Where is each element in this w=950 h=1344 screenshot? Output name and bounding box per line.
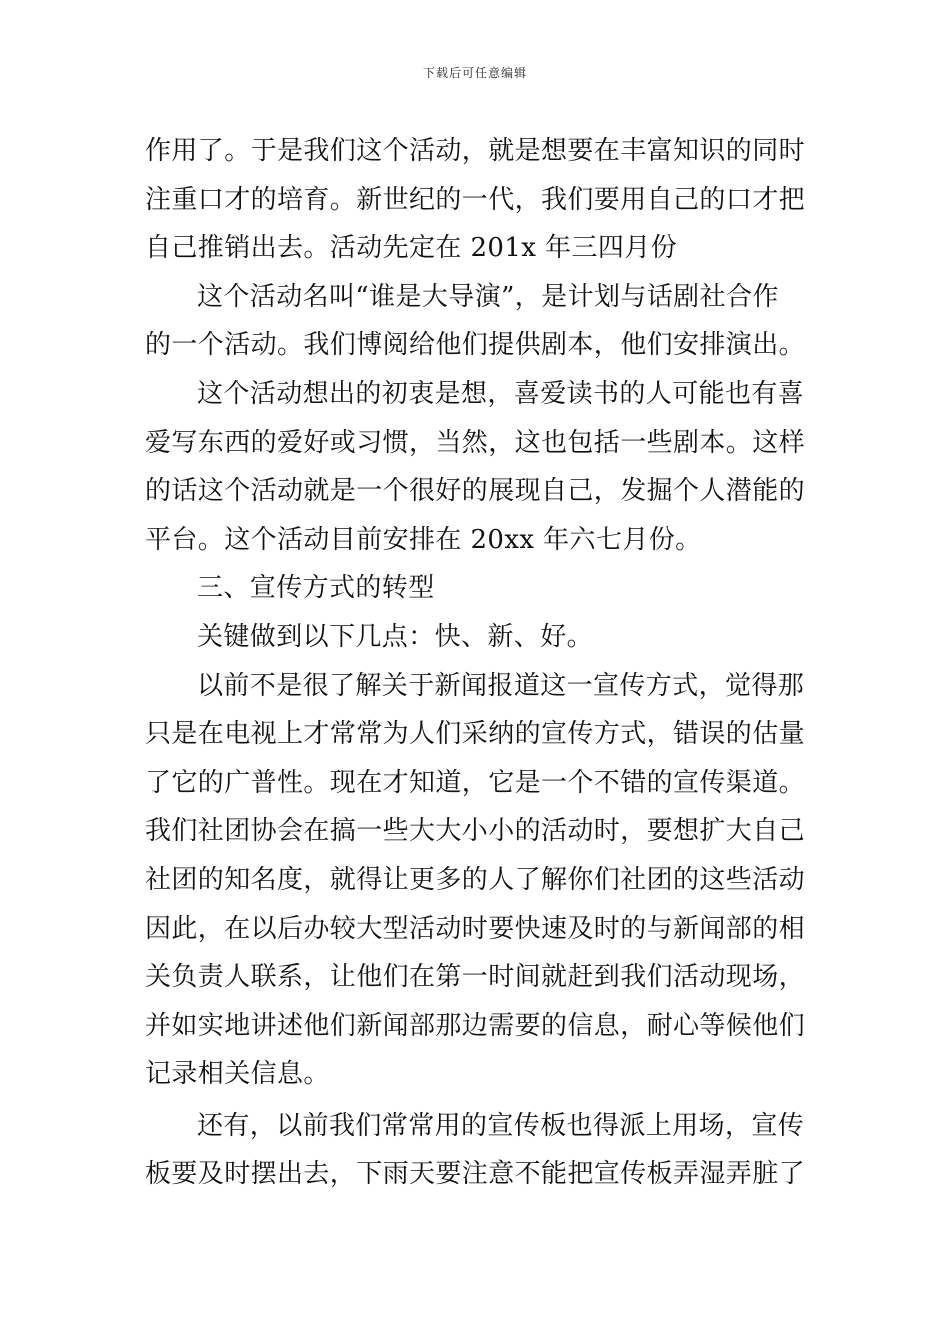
text-line: 关负责人联系，让他们在第一时间就赶到我们活动现场，: [145, 962, 806, 993]
text-line: 并如实地讲述他们新闻部那边需要的信息，耐心等候他们: [145, 1010, 806, 1041]
text-line: 的话这个活动就是一个很好的展现自己，发掘个人潜能的: [145, 476, 806, 507]
text-line: 这个活动名叫“谁是大导演”，是计划与话剧社合作: [197, 281, 779, 312]
text-line: 只是在电视上才常常为人们采纳的宣传方式，错误的估量: [145, 719, 806, 750]
text-line: 自己推销出去。活动先定在 201x 年三四月份: [145, 233, 678, 264]
text-line: 社团的知名度，就得让更多的人了解你们社团的这些活动: [145, 864, 806, 895]
text-line: 因此，在以后办较大型活动时要快速及时的与新闻部的相: [145, 913, 806, 944]
text-line: 板要及时摆出去，下雨天要注意不能把宣传板弄湿弄脏了: [145, 1159, 806, 1190]
text-line: 这个活动想出的初衷是想，喜爱读书的人可能也有喜: [197, 378, 805, 409]
text-line: 还有，以前我们常常用的宣传板也得派上用场，宣传: [197, 1110, 805, 1141]
page-header: 下载后可任意编辑: [422, 66, 527, 80]
text-line: 了它的广普性。现在才知道，它是一个不错的宣传渠道。: [145, 767, 806, 798]
section-heading: 三、宣传方式的转型: [197, 573, 435, 604]
text-line: 以前不是很了解关于新闻报道这一宣传方式，觉得那: [197, 670, 805, 701]
document-body: [145, 127, 810, 1199]
text-line: 的一个活动。我们博阅给他们提供剧本，他们安排演出。: [145, 330, 806, 361]
text-line: 爱写东西的爱好或习惯，当然，这也包括一些剧本。这样: [145, 427, 806, 458]
text-line: 关键做到以下几点：快、新、好。: [197, 621, 594, 652]
text-line: 作用了。于是我们这个活动，就是想要在丰富知识的同时: [145, 136, 806, 166]
text-line: 我们社团协会在搞一些大大小小的活动时，要想扩大自己: [145, 816, 806, 847]
text-line: 注重口才的培育。新世纪的一代，我们要用自己的口才把: [145, 184, 806, 215]
text-line: 记录相关信息。: [145, 1059, 330, 1090]
text-line: 平台。这个活动目前安排在 20xx 年六七月份。: [145, 524, 702, 555]
